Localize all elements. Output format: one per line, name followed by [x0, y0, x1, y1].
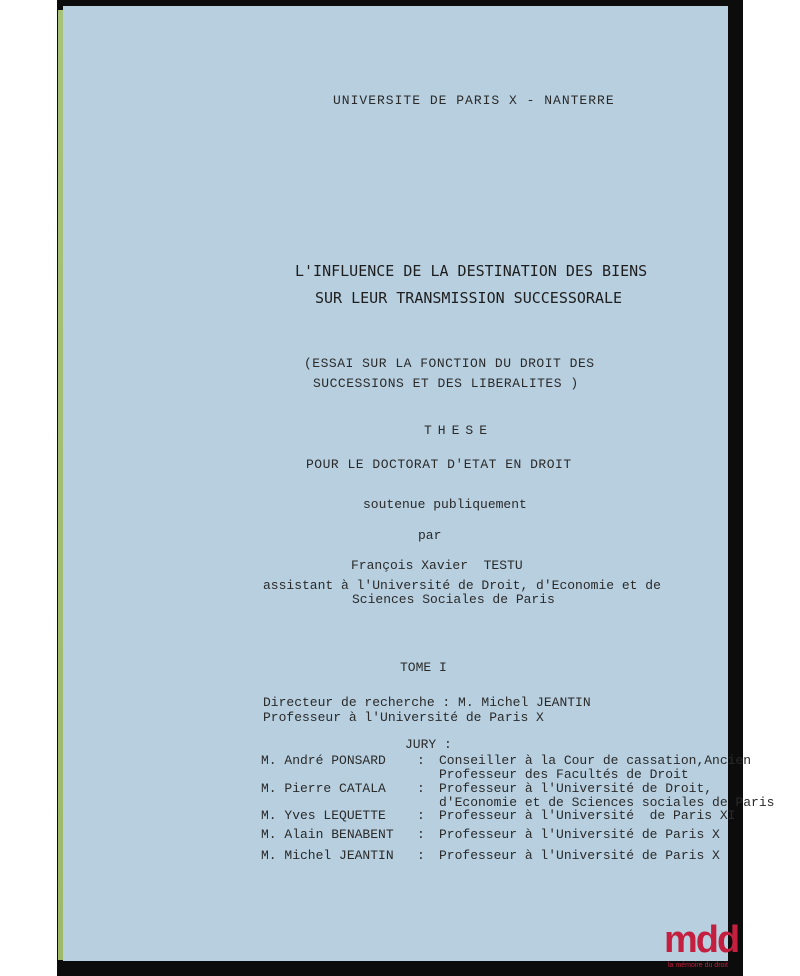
author-name: François Xavier TESTU [351, 558, 523, 573]
jury-member-colon: : [417, 848, 425, 863]
thesis-subtitle-line-2: SUCCESSIONS ET DES LIBERALITES ) [313, 376, 579, 391]
jury-member-colon: : [417, 808, 425, 823]
thesis-title-line-1: L'INFLUENCE DE LA DESTINATION DES BIENS [295, 262, 648, 280]
jury-member-title-cont: Professeur des Facultés de Droit [439, 767, 689, 782]
thesis-subtitle-line-1: (ESSAI SUR LA FONCTION DU DROIT DES [304, 356, 595, 371]
author-affiliation-line-2: Sciences Sociales de Paris [352, 592, 555, 607]
jury-member-colon: : [417, 827, 425, 842]
jury-member-colon: : [417, 753, 425, 768]
mdd-tagline: la mémoire du droit [668, 962, 728, 969]
jury-member-title: Professeur à l'Université de Paris X [439, 848, 720, 863]
jury-member-name: M. André PONSARD [261, 753, 386, 768]
par-line: par [418, 528, 442, 543]
jury-member-title: Professeur à l'Université de Droit, [439, 781, 713, 796]
jury-member-title: Conseiller à la Cour de cassation,Ancien [439, 753, 752, 768]
volume-label: TOME I [400, 660, 447, 675]
author-affiliation-line-1: assistant à l'Université de Droit, d'Economie et de [263, 578, 661, 593]
these-heading: THESE [424, 423, 494, 438]
jury-member-name: M. Alain BENABENT [261, 827, 394, 842]
jury-member-name: M. Michel JEANTIN [261, 848, 394, 863]
jury-member-title-cont: d'Economie et de Sciences sociales de Paris [439, 795, 775, 810]
jury-member-title: Professeur à l'Université de Paris XI [439, 808, 736, 823]
jury-member-title: Professeur à l'Université de Paris X [439, 827, 720, 842]
jury-member-name: M. Pierre CATALA [261, 781, 386, 796]
thesis-title-line-2: SUR LEUR TRANSMISSION SUCCESSORALE [315, 289, 623, 307]
degree-line: POUR LE DOCTORAT D'ETAT EN DROIT [306, 457, 572, 472]
cover-page [63, 6, 775, 961]
mdd-logo: mdd [664, 919, 739, 961]
defense-line: soutenue publiquement [363, 497, 527, 512]
jury-member-name: M. Yves LEQUETTE [261, 808, 386, 823]
director-line-1: Directeur de recherche : M. Michel JEANTIN [263, 695, 591, 710]
jury-member-colon: : [417, 781, 425, 796]
university-name: UNIVERSITE DE PARIS X - NANTERRE [333, 93, 615, 108]
director-line-2: Professeur à l'Université de Paris X [263, 710, 544, 725]
jury-heading: JURY : [405, 737, 452, 752]
